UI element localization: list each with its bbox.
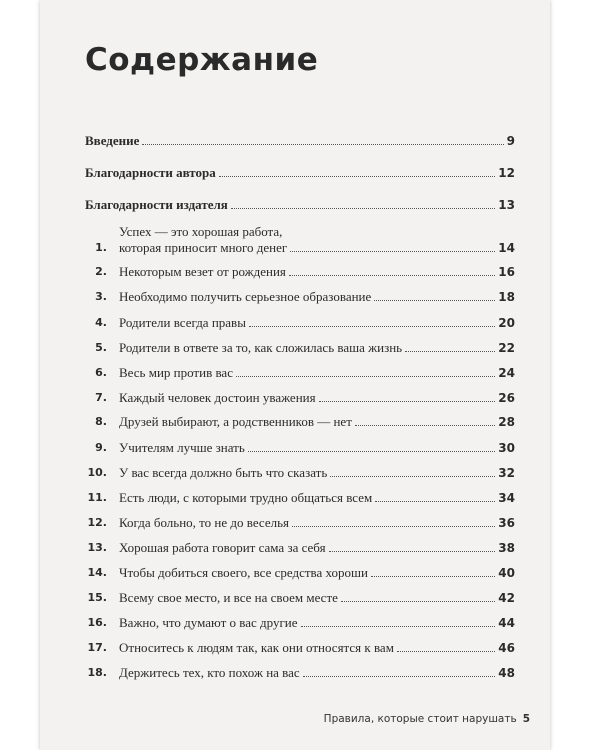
dot-leader <box>231 208 495 209</box>
toc-entry-page: 20 <box>498 316 515 330</box>
chapter-number: 16. <box>87 616 107 629</box>
toc-entry-page: 46 <box>498 641 515 655</box>
toc-entry-label: Относитесь к людям так, как они относятся к вам <box>119 640 394 655</box>
page-footer <box>300 713 530 725</box>
running-title: Правила, которые стоит нарушать <box>323 713 517 725</box>
chapter-number: 2. <box>95 265 107 278</box>
dot-leader <box>249 326 495 327</box>
page-number: 5 <box>522 713 530 725</box>
toc-entry-page: 13 <box>498 198 515 212</box>
chapter-number: 15. <box>87 591 107 604</box>
chapter-number: 11. <box>87 491 107 504</box>
book-page <box>40 0 550 750</box>
toc-chapter-entry <box>73 224 515 256</box>
chapter-number: 17. <box>87 641 107 654</box>
toc-entry-label: Весь мир против вас <box>119 365 233 380</box>
chapter-number: 1. <box>95 241 107 254</box>
chapter-number: 9. <box>95 441 107 454</box>
chapter-number: 10. <box>87 466 107 479</box>
toc-entry-label: Родители в ответе за то, как сложилась ваша жизнь <box>119 340 403 355</box>
chapter-number: 14. <box>87 566 107 579</box>
toc-entry-label: Некоторым везет от рождения <box>119 264 286 279</box>
toc-entry-label: Когда больно, то не до веселья <box>119 515 290 530</box>
chapter-number: 18. <box>87 666 107 679</box>
dot-leader <box>371 576 495 577</box>
toc-chapter-entry <box>73 390 515 406</box>
toc-entry-page: 36 <box>498 516 515 530</box>
toc-chapter-entry <box>73 640 515 656</box>
dot-leader <box>355 425 495 426</box>
dot-leader <box>330 476 495 477</box>
toc-entry-page: 18 <box>498 290 515 304</box>
toc-entry-label: Важно, что думают о вас другие <box>119 615 298 630</box>
toc-entry-page: 40 <box>498 566 515 580</box>
toc-front-entry <box>85 165 515 181</box>
toc-entry-label: Каждый человек достоин уважения <box>119 390 316 405</box>
toc-entry-page: 24 <box>498 366 515 380</box>
toc-entry-page: 14 <box>498 241 515 255</box>
toc-entry-page: 9 <box>506 134 515 148</box>
toc-chapter-entry <box>73 665 515 681</box>
chapter-number: 6. <box>95 366 107 379</box>
toc-entry-label: Благодарности издателя <box>85 197 228 212</box>
dot-leader <box>292 526 495 527</box>
toc-chapter-entry <box>73 440 515 456</box>
dot-leader <box>329 551 496 552</box>
dot-leader <box>219 176 496 177</box>
toc-entry-label: Успех — это хорошая работа, которая приносит много денег <box>119 224 288 255</box>
toc-entry-page: 26 <box>498 391 515 405</box>
toc-entry-page: 44 <box>498 616 515 630</box>
dot-leader <box>319 401 496 402</box>
chapter-number: 5. <box>95 341 107 354</box>
toc-entry-page: 12 <box>498 166 515 180</box>
toc-entry-page: 38 <box>498 541 515 555</box>
toc-front-entry <box>85 133 515 149</box>
toc-entry-label: Чтобы добиться своего, все средства хороши <box>119 565 369 580</box>
dot-leader <box>289 275 495 276</box>
toc-chapter-entry <box>73 414 515 430</box>
dot-leader <box>397 651 495 652</box>
toc-entry-label: Друзей выбирают, а родственников — нет <box>119 414 352 429</box>
dot-leader <box>303 676 496 677</box>
chapter-number: 8. <box>95 415 107 428</box>
toc-entry-label: У вас всегда должно быть что сказать <box>119 465 328 480</box>
toc-chapter-entry <box>73 340 515 356</box>
toc-chapter-entry <box>73 289 515 305</box>
toc-entry-label: Родители всегда правы <box>119 315 246 330</box>
toc-entry-label: Всему свое место, и все на своем месте <box>119 590 338 605</box>
toc-chapter-entry <box>73 615 515 631</box>
toc-entry-page: 28 <box>498 415 515 429</box>
toc-chapter-entry <box>73 565 515 581</box>
toc-entry-label: Есть люди, с которыми трудно общаться всем <box>119 490 373 505</box>
toc-entry-label: Необходимо получить серьезное образование <box>119 289 372 304</box>
chapter-number: 3. <box>95 290 107 303</box>
dot-leader <box>405 351 495 352</box>
toc-chapter-entry <box>73 465 515 481</box>
toc-entry-page: 48 <box>498 666 515 680</box>
dot-leader <box>374 300 495 301</box>
toc-chapter-entry <box>73 590 515 606</box>
toc-chapter-entry <box>73 315 515 331</box>
dot-leader <box>375 501 495 502</box>
dot-leader <box>236 376 495 377</box>
toc-chapter-entry <box>73 515 515 531</box>
chapter-number: 12. <box>87 516 107 529</box>
toc-entry-label: Благодарности автора <box>85 165 216 180</box>
toc-chapter-entry <box>73 540 515 556</box>
chapter-number: 13. <box>87 541 107 554</box>
dot-leader <box>290 251 495 252</box>
toc-entry-label: Хорошая работа говорит сама за себя <box>119 540 326 555</box>
dot-leader <box>248 451 496 452</box>
toc-entry-page: 16 <box>498 265 515 279</box>
toc-entry-label: Введение <box>85 133 140 148</box>
chapter-number: 4. <box>95 316 107 329</box>
toc-entry-page: 34 <box>498 491 515 505</box>
dot-leader <box>142 144 503 145</box>
dot-leader <box>341 601 495 602</box>
toc-entry-page: 32 <box>498 466 515 480</box>
toc-entry-page: 22 <box>498 341 515 355</box>
toc-chapter-entry <box>73 490 515 506</box>
toc-entry-page: 42 <box>498 591 515 605</box>
chapter-number: 7. <box>95 391 107 404</box>
toc-entry-label: Учителям лучше знать <box>119 440 245 455</box>
page-title: Содержание <box>85 42 319 78</box>
toc-front-entry <box>85 197 515 213</box>
dot-leader <box>301 626 496 627</box>
toc-entry-page: 30 <box>498 441 515 455</box>
toc-entry-label: Держитесь тех, кто похож на вас <box>119 665 300 680</box>
toc-chapter-entry <box>73 264 515 280</box>
toc-chapter-entry <box>73 365 515 381</box>
